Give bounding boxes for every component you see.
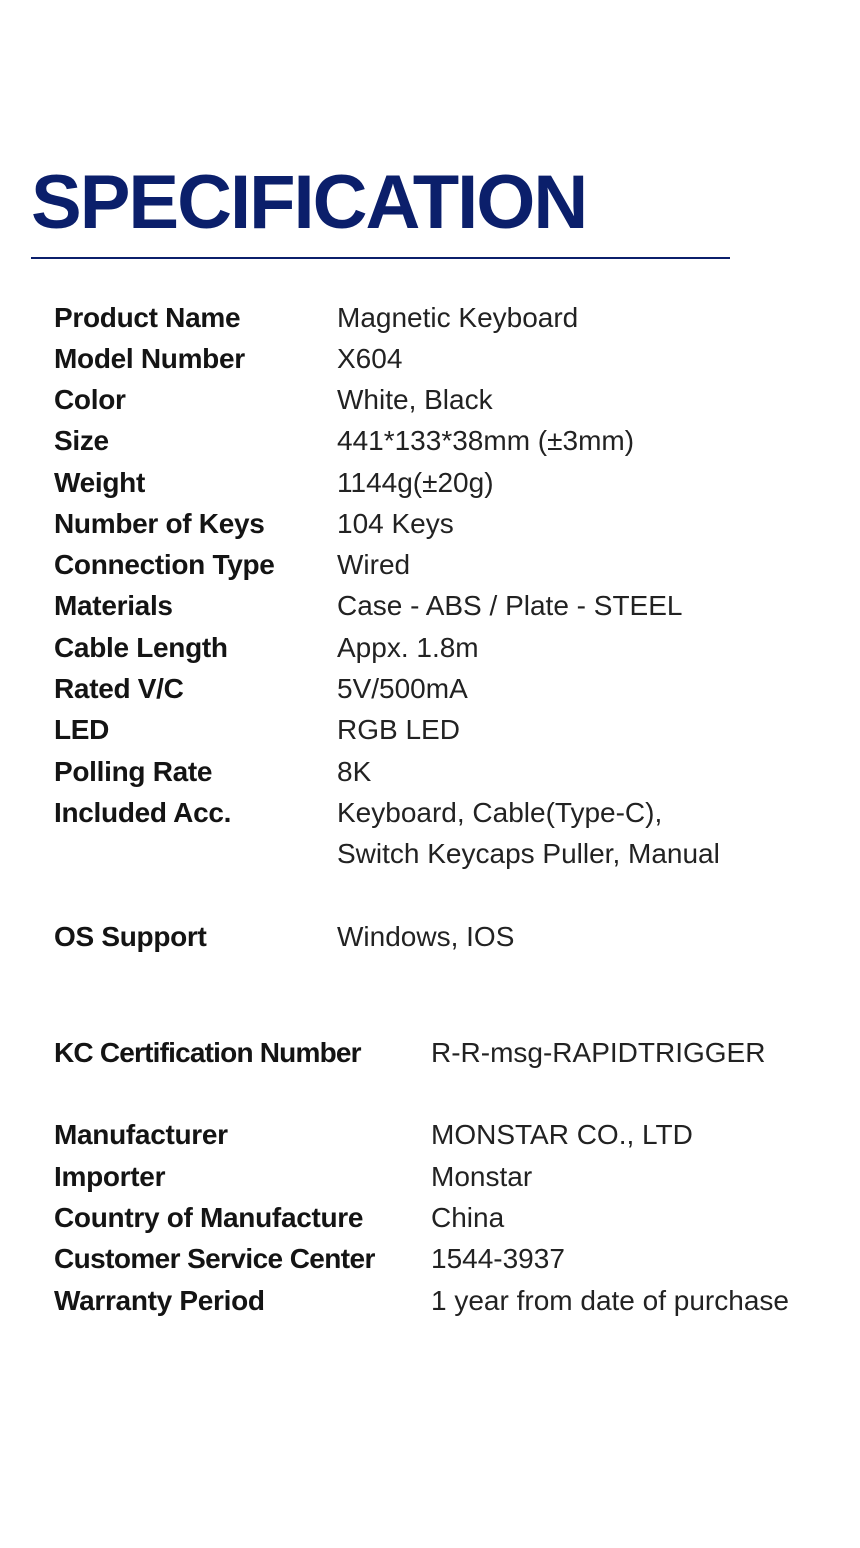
spec-value: 8K [337, 756, 372, 787]
spec-label: Materials [54, 590, 173, 621]
legal-value: Monstar [431, 1161, 533, 1192]
legal-value: 1 year from date of purchase [431, 1285, 789, 1316]
legal-value: 1544-3937 [431, 1243, 565, 1274]
spec-value: 1144g(±20g) [337, 467, 494, 498]
spec-value: Case - ABS / Plate - STEEL [337, 590, 683, 621]
spec-label: LED [54, 714, 110, 745]
spec-label: Rated V/C [54, 673, 184, 704]
spec-label: Model Number [54, 343, 245, 374]
spec-value-line: Switch Keycaps Puller, Manual [337, 838, 720, 869]
spec-label: Cable Length [54, 632, 228, 663]
spec-label: OS Support [54, 921, 207, 952]
spec-label: Color [54, 384, 126, 415]
spec-label: Polling Rate [54, 756, 213, 787]
legal-value: MONSTAR CO., LTD [431, 1119, 693, 1150]
spec-value: 5V/500mA [337, 673, 468, 704]
legal-label: Manufacturer [54, 1119, 228, 1150]
legal-label: Country of Manufacture [54, 1202, 364, 1233]
title-divider [31, 257, 730, 259]
certification-label: KC Certification Number [54, 1037, 361, 1068]
spec-label: Product Name [54, 302, 241, 333]
spec-label: Weight [54, 467, 146, 498]
spec-value [337, 792, 720, 874]
spec-label: Connection Type [54, 549, 275, 580]
spec-label: Number of Keys [54, 508, 265, 539]
spec-value-line: Keyboard, Cable(Type-C), [337, 797, 663, 828]
legal-label: Importer [54, 1161, 166, 1192]
page-title: SPECIFICATION [31, 160, 587, 245]
legal-label: Customer Service Center [54, 1243, 375, 1274]
spec-label: Size [54, 425, 109, 456]
spec-value: Appx. 1.8m [337, 632, 479, 663]
spec-value: Windows, IOS [337, 921, 515, 952]
spec-label: Included Acc. [54, 797, 232, 828]
spec-value: 441*133*38mm (±3mm) [337, 425, 635, 456]
spec-value: 104 Keys [337, 508, 454, 539]
spec-value: RGB LED [337, 714, 460, 745]
legal-value: China [431, 1202, 505, 1233]
certification-value: R-R-msg-RAPIDTRIGGER [431, 1037, 766, 1068]
spec-value: Wired [337, 549, 411, 580]
legal-label: Warranty Period [54, 1285, 265, 1316]
spec-value: X604 [337, 343, 403, 374]
spec-value: White, Black [337, 384, 493, 415]
spec-value: Magnetic Keyboard [337, 302, 579, 333]
